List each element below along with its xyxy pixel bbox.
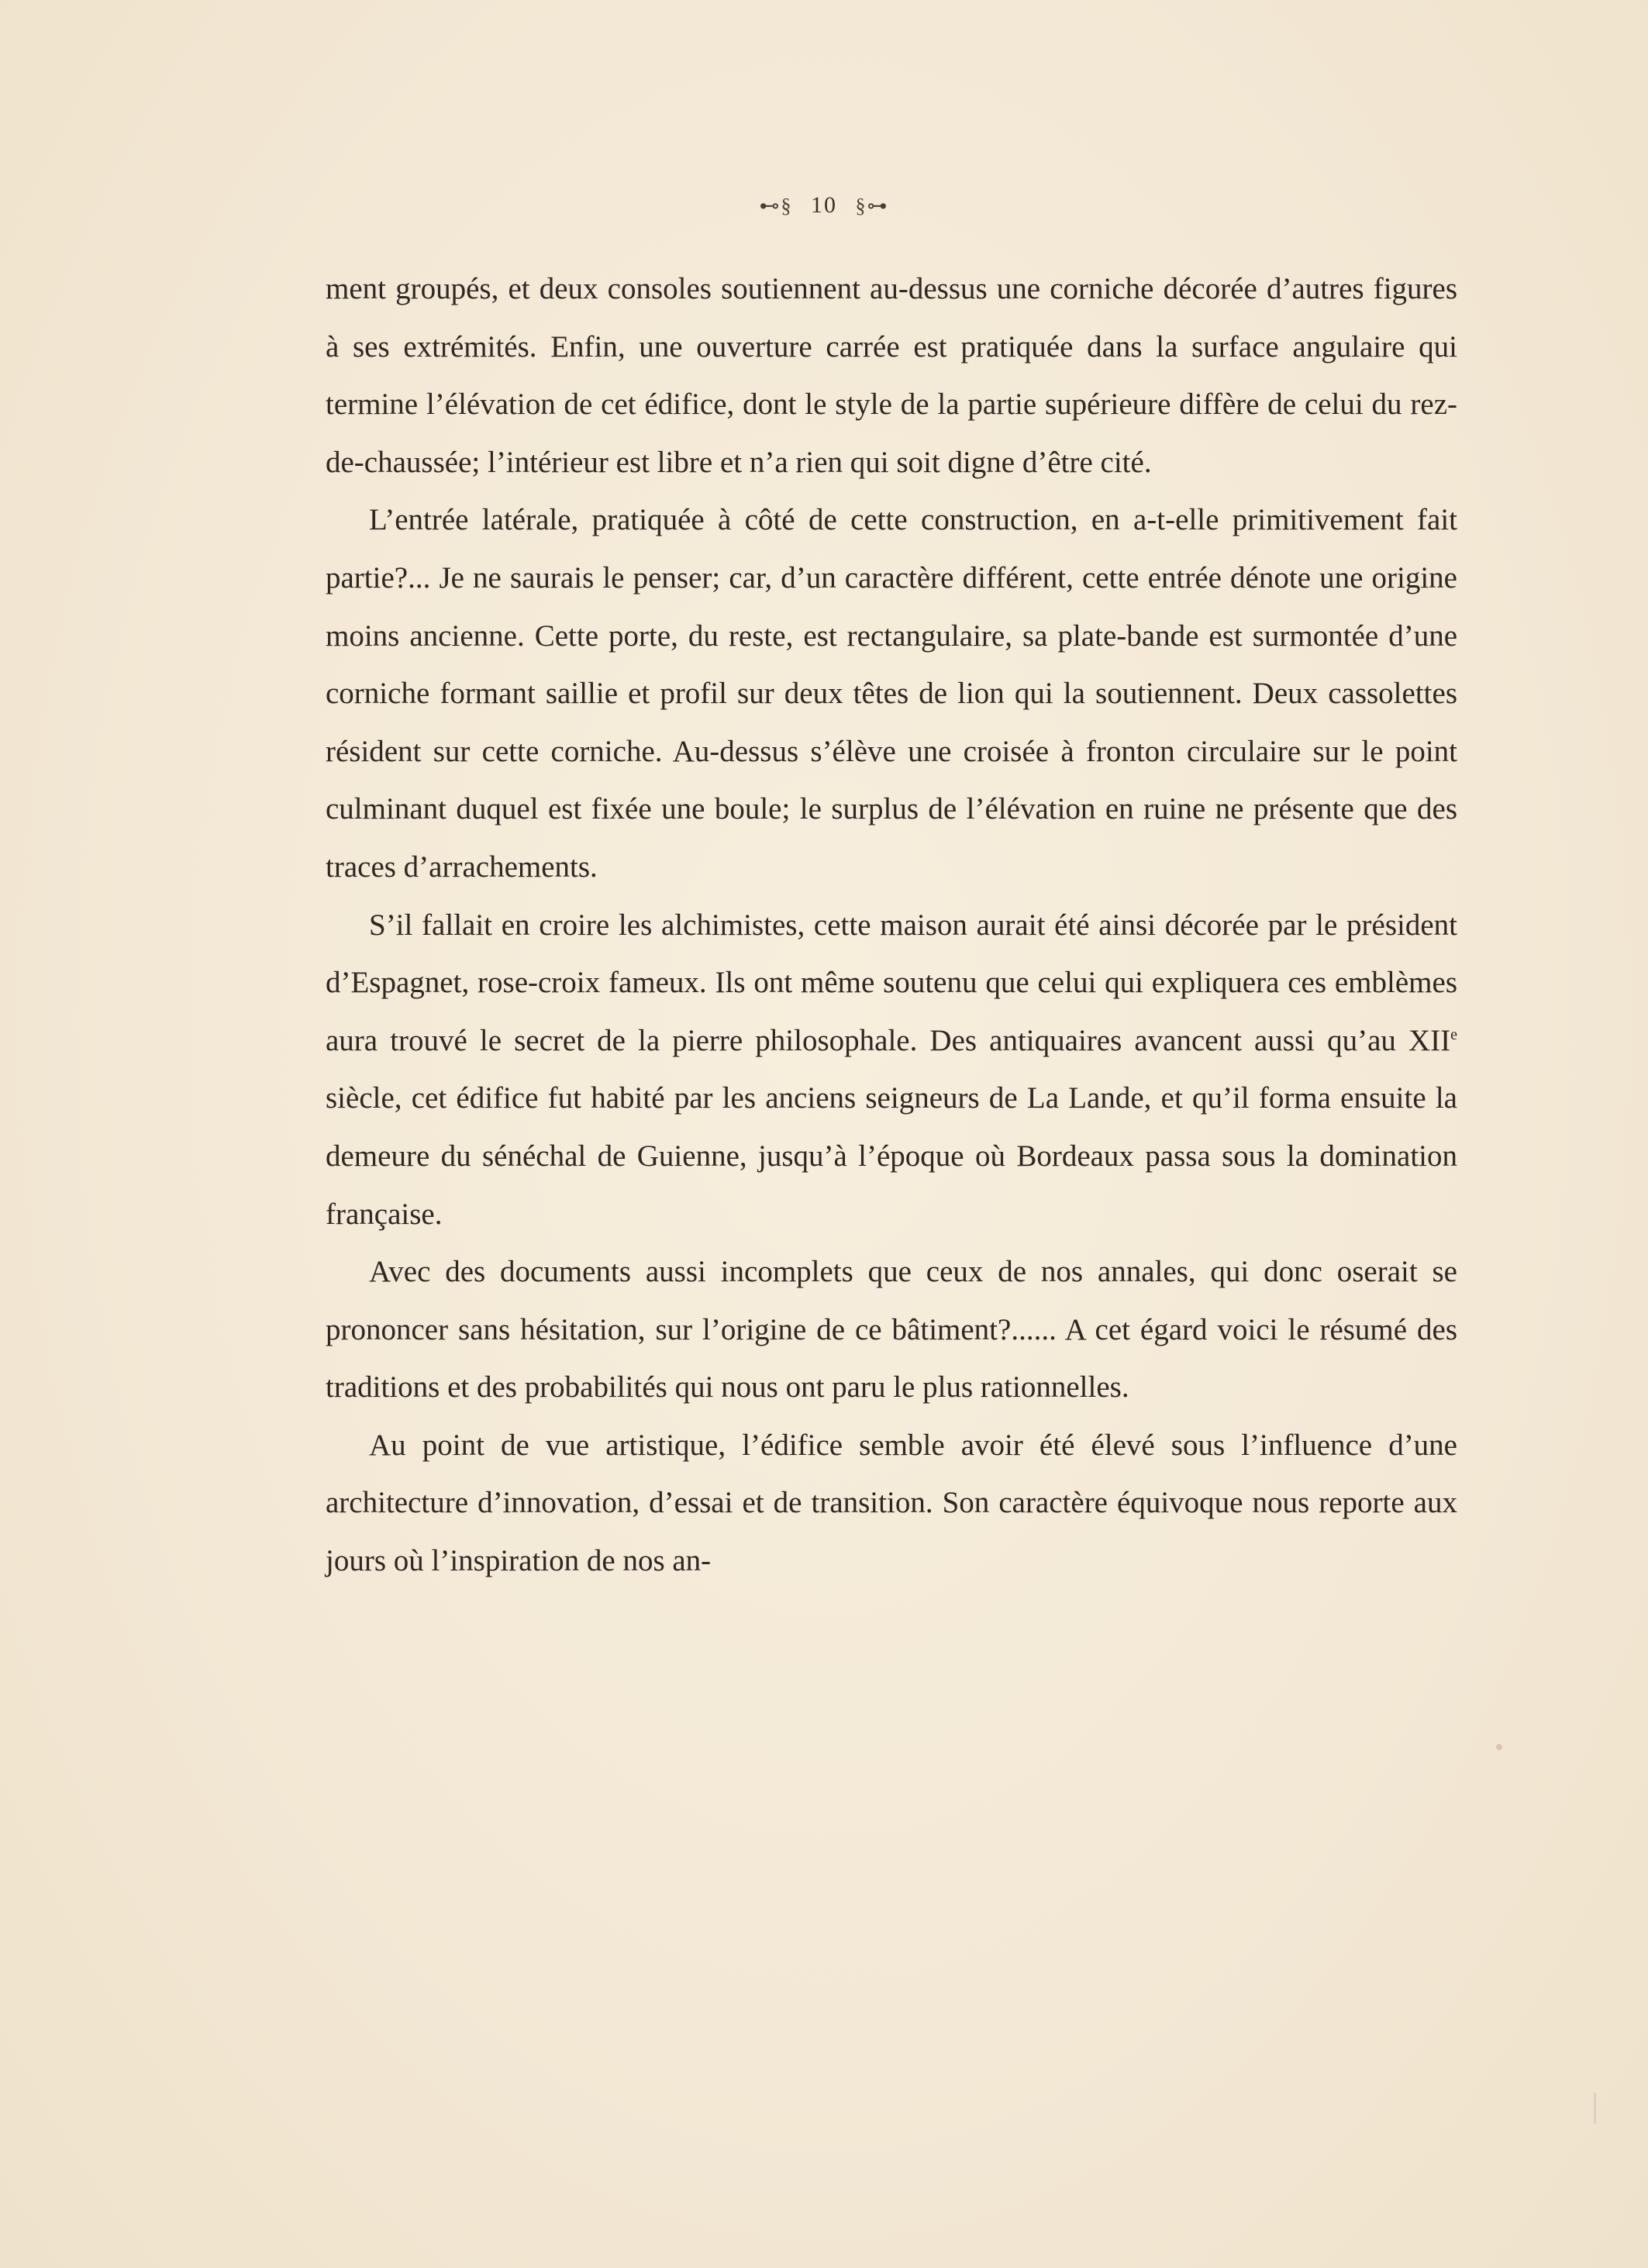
ornament-right-icon: §⊶	[855, 195, 889, 217]
paragraph-4: Avec des documents aussi incomplets que ceux de nos annales, qui donc oserait se prononcer sans hésitation, sur l’origine de ce bâtiment?...... A cet égard voici le résumé des traditions et des probabilités qui nous ont paru le plus rationnelles.	[326, 1255, 1457, 1405]
body-text	[326, 260, 1457, 1591]
ornament-left-icon: ⊷§	[759, 195, 793, 217]
page-number: 10	[811, 192, 837, 218]
page-header	[0, 192, 1648, 219]
paper-mark	[1594, 2093, 1596, 2124]
paragraph-5: Au point de vue artistique, l’édifice semble avoir été élevé sous l’influence d’une architecture d’innovation, d’essai et de transition. Son caractère équivoque nous reporte aux jours où l’inspiration de nos an-	[326, 1428, 1457, 1578]
paragraph-3-part-1: S’il fallait en croire les alchimistes, cette maison aurait été ainsi décorée par le président d’Espagnet, rose-croix fameux. Ils ont même soutenu que celui qui expliquera ces emblèmes aura trouvé le secret de la pierre philosophale. Des antiquaires avancent aussi qu’au XII	[326, 908, 1457, 1057]
century-superscript: e	[1450, 1025, 1457, 1043]
paragraph-3-part-2: siècle, cet édifice fut habité par les anciens seigneurs de La Lande, et qu’il forma ensuite la demeure du sénéchal de Guienne, jusqu’à l’époque où Bordeaux passa sous la domination française.	[326, 1081, 1457, 1231]
paragraph-2: L’entrée latérale, pratiquée à côté de cette construction, en a-t-elle primitivement fait partie?... Je ne saurais le penser; car, d’un caractère différent, cette entrée dénote une origine moins ancienne. Cette porte, du reste, est rectangulaire, sa plate-bande est surmontée d’une corniche formant saillie et profil sur deux têtes de lion qui la soutiennent. Deux cassolettes résident sur cette corniche. Au-dessus s’élève une croisée à fronton circulaire sur le point culminant duquel est fixée une boule; le surplus de l’élévation en ruine ne présente que des traces d’arrachements.	[326, 503, 1457, 884]
paper-speck	[1496, 1744, 1502, 1750]
paragraph-3	[326, 897, 1457, 1244]
paragraph-1: ment groupés, et deux consoles soutiennent au-dessus une corniche décorée d’autres figures à ses extrémités. Enfin, une ouverture carrée est pratiquée dans la surface angulaire qui termine l’élévation de cet édifice, dont le style de la partie supérieure diffère de celui du rez-de-chaussée; l’intérieur est libre et n’a rien qui soit digne d’être cité.	[326, 272, 1457, 479]
